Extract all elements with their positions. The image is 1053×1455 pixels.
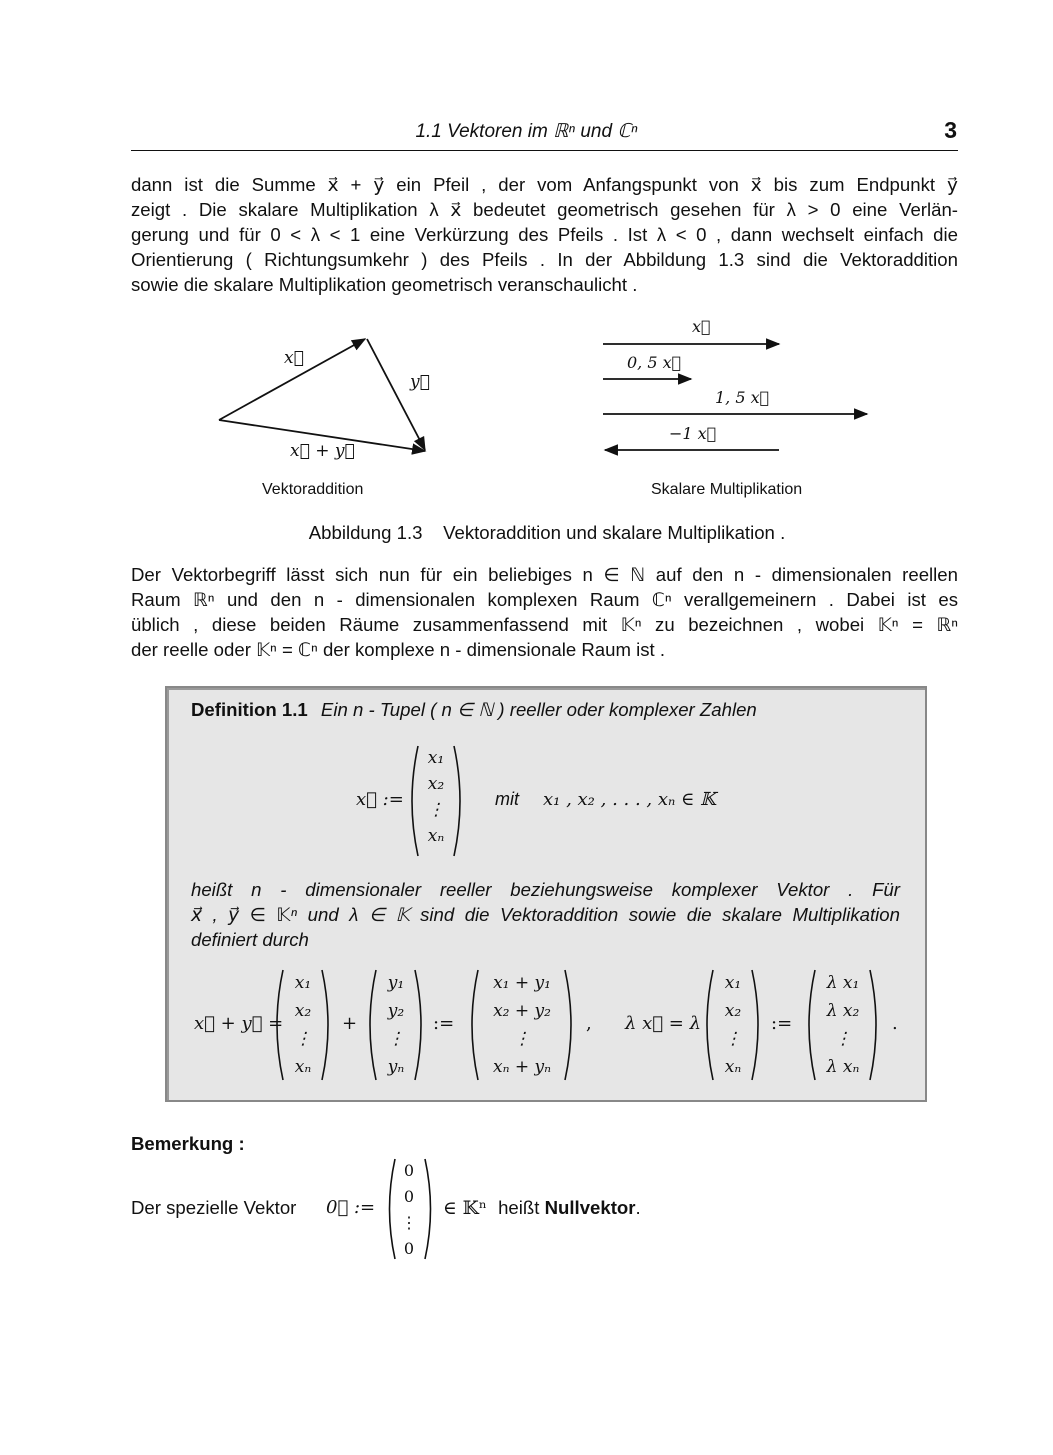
col-x-entry: x₁ bbox=[294, 973, 312, 993]
intro-paragraph bbox=[131, 172, 958, 297]
col-scal-entry: ⋮ bbox=[834, 1029, 852, 1049]
remark-text-before: Der spezielle Vektor bbox=[131, 1197, 297, 1218]
defeq-sign: := bbox=[433, 1013, 455, 1034]
para2-line: der reelle oder 𝕂ⁿ = ℂⁿ der komplexe n - dimensionale Raum ist . bbox=[131, 639, 666, 660]
figure-vector-diagrams bbox=[0, 300, 1053, 470]
mit-word: mit bbox=[495, 789, 519, 809]
col-x-entry: x₂ bbox=[294, 1001, 312, 1021]
label-scalar-half: 0, 5 x⃗ bbox=[627, 353, 682, 372]
remark-end: . bbox=[635, 1197, 641, 1218]
para2-line: üblich , diese beiden Räume zusammenfassend mit 𝕂ⁿ zu bezeichnen , wobei 𝕂ⁿ = ℝⁿ bbox=[131, 614, 958, 635]
intro-line: zeigt . Die skalare Multiplikation λ x⃗ bedeutet geometrisch gesehen für λ > 0 eine Verlän- bbox=[131, 199, 958, 220]
col-sum-entry: x₁ + y₁ bbox=[493, 973, 551, 993]
vec-entry: x₁ bbox=[427, 748, 445, 768]
col-y bbox=[378, 969, 414, 1081]
intro-line: dann ist die Summe x⃗ + y⃗ ein Pfeil , der vom Anfangspunkt von x⃗ bis zum Endpunkt y⃗ bbox=[131, 174, 958, 195]
defeq-sign-2: := bbox=[771, 1013, 793, 1034]
arrow-y bbox=[367, 339, 425, 450]
right-figure-caption: Skalare Multiplikation bbox=[651, 481, 803, 498]
zero-entry: 0 bbox=[403, 1239, 415, 1258]
in-k: ∈ 𝕂ⁿ bbox=[443, 1198, 487, 1219]
scal-lhs: λ x⃗ = λ bbox=[625, 1013, 702, 1034]
col-scal-entry: λ x₂ bbox=[826, 1001, 860, 1021]
zero-entry: ⋮ bbox=[401, 1213, 417, 1232]
col-x-scal-entry: ⋮ bbox=[724, 1029, 742, 1049]
col-scal-entry: λ x₁ bbox=[826, 973, 860, 993]
para2-line: Der Vektorbegriff lässt sich nun für ein beliebiges n ∈ ℕ auf den n - dimensionalen reellen bbox=[131, 564, 958, 585]
sum-lhs: x⃗ + y⃗ = bbox=[194, 1013, 284, 1034]
comma-sign: , bbox=[586, 1013, 592, 1034]
mit-tail: x₁ , x₂ , . . . , xₙ ∈ 𝕂 bbox=[543, 789, 716, 810]
vec-entry: ⋮ bbox=[427, 800, 445, 820]
vec-entry: xₙ bbox=[427, 826, 445, 846]
col-x-scal-entry: x₁ bbox=[724, 973, 742, 993]
vec-lhs: x⃗ := bbox=[356, 789, 404, 810]
para2-line: Raum ℝⁿ und den n - dimensionalen komplexen Raum ℂⁿ verallgemeinern . Dabei ist es bbox=[131, 589, 958, 610]
period-sign: . bbox=[892, 1013, 898, 1034]
col-sum-entry: x₂ + y₂ bbox=[493, 1001, 551, 1021]
definition-text-line: x⃗ , y⃗ ∈ 𝕂ⁿ und λ ∈ 𝕂 sind die Vektoraddition sowie die skalare Multiplikation bbox=[191, 904, 900, 925]
label-y: y⃗ bbox=[410, 372, 430, 392]
vec-column bbox=[420, 745, 452, 849]
zero-column bbox=[397, 1158, 421, 1262]
col-y-entry: y₁ bbox=[387, 973, 405, 993]
col-x-entry: ⋮ bbox=[294, 1029, 312, 1049]
zero-entry: 0 bbox=[403, 1187, 415, 1206]
plus-sign: + bbox=[342, 1013, 358, 1034]
figure-caption: Abbildung 1.3 Vektoraddition und skalare Multiplikation . bbox=[308, 522, 786, 543]
remark-heading: Bemerkung : bbox=[131, 1133, 245, 1154]
nullvektor-term: Nullvektor bbox=[544, 1197, 636, 1218]
remark-tail bbox=[443, 1197, 641, 1219]
label-scalar-neg: −1 x⃗ bbox=[669, 424, 717, 443]
definition-text bbox=[191, 877, 900, 952]
intro-line: Orientierung ( Richtungsumkehr ) des Pfeils . In der Abbildung 1.3 sind die Vektoraddition bbox=[131, 249, 958, 270]
col-sum-entry: ⋮ bbox=[513, 1029, 531, 1049]
definition-intro: Ein n - Tupel ( n ∈ ℕ ) reeller oder komplexer Zahlen bbox=[320, 699, 757, 720]
col-sum-entry: xₙ + yₙ bbox=[492, 1057, 552, 1077]
intro-line: sowie die skalare Multiplikation geometrisch veranschaulicht . bbox=[131, 274, 638, 295]
col-x-scal-entry: xₙ bbox=[724, 1057, 742, 1077]
left-figure-caption: Vektoraddition bbox=[262, 481, 364, 498]
label-scalar-x: x⃗ bbox=[692, 317, 711, 336]
col-x bbox=[285, 969, 321, 1081]
col-sum bbox=[480, 969, 564, 1081]
remark-text-after: heißt bbox=[498, 1197, 540, 1218]
label-x: x⃗ bbox=[284, 348, 304, 368]
col-y-entry: ⋮ bbox=[387, 1029, 405, 1049]
zero-entry: 0 bbox=[403, 1161, 415, 1180]
paragraph-2 bbox=[131, 562, 958, 662]
vec-entry: x₂ bbox=[427, 774, 445, 794]
definition-text-line: definiert durch bbox=[191, 929, 309, 950]
col-scal-entry: λ xₙ bbox=[826, 1057, 860, 1077]
col-x-entry: xₙ bbox=[294, 1057, 312, 1077]
definition-heading bbox=[191, 699, 757, 721]
label-scalar-one-half: 1, 5 x⃗ bbox=[715, 388, 770, 407]
col-scal bbox=[817, 969, 869, 1081]
definition-text-line: heißt n - dimensionaler reeller beziehungsweise komplexer Vektor . Für bbox=[191, 879, 900, 900]
col-x-scal-entry: x₂ bbox=[724, 1001, 742, 1021]
header-rule bbox=[131, 150, 958, 151]
col-y-entry: y₂ bbox=[387, 1001, 405, 1021]
running-header-title: 1.1 Vektoren im ℝⁿ und ℂⁿ bbox=[415, 121, 638, 142]
col-x-scal bbox=[715, 969, 751, 1081]
page-number: 3 bbox=[944, 117, 957, 143]
col-y-entry: yₙ bbox=[387, 1057, 405, 1077]
definition-label: Definition 1.1 bbox=[191, 699, 308, 720]
zero-lhs: 0⃗ := bbox=[326, 1197, 376, 1218]
intro-line: gerung und für 0 < λ < 1 eine Verkürzung des Pfeils . Ist λ < 0 , dann wechselt einfach die bbox=[131, 224, 958, 245]
label-sum: x⃗ + y⃗ bbox=[290, 441, 355, 461]
